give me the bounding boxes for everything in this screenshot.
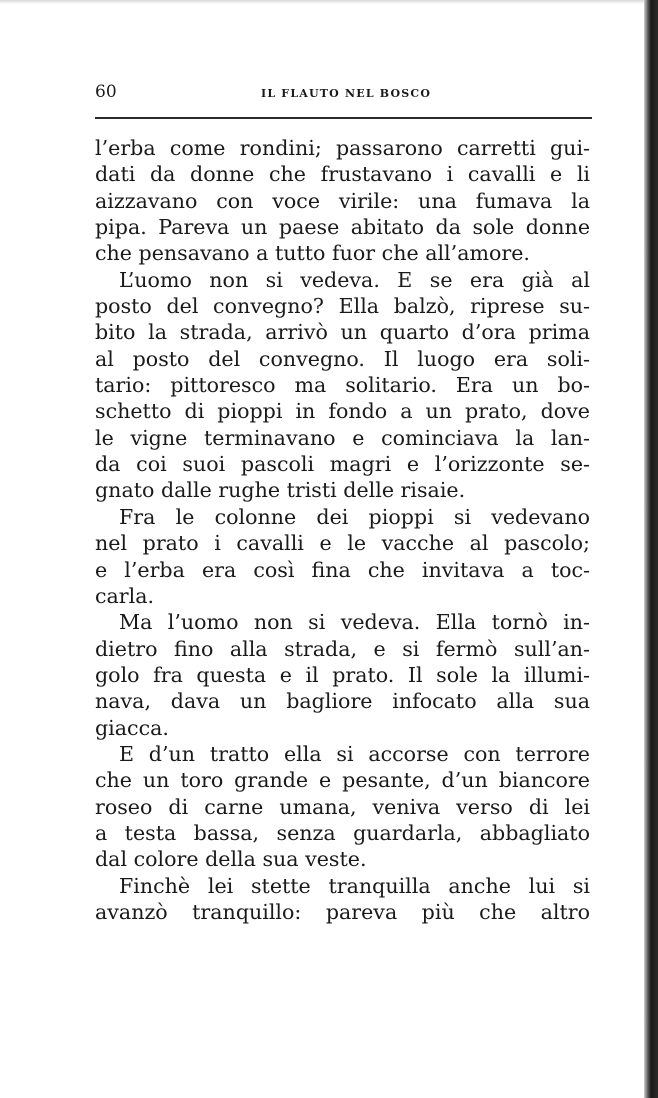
text-line: gnato dalle rughe tristi delle risaie. xyxy=(95,478,466,503)
text-line: roseo di carne umana, veniva verso di lei xyxy=(95,794,590,819)
text-line: bito la strada, arrivò un quarto d’ora prima xyxy=(95,320,590,345)
text-line: aizzavano con voce virile: una fumava la xyxy=(95,188,590,213)
text-line: l’erba come rondini; passarono carretti gui- xyxy=(95,136,590,160)
text-line: dal colore della sua veste. xyxy=(95,847,367,872)
text-line: a testa bassa, senza guardarla, abbagliato xyxy=(95,820,590,845)
text-line: e l’erba era così fina che invitava a toc- xyxy=(95,557,590,582)
paragraph-first-line: Ma l’uomo non si vedeva. Ella tornò in- xyxy=(119,610,590,635)
text-line: carla. xyxy=(95,583,155,608)
paragraph-first-line: L’uomo non si vedeva. E se era già al xyxy=(119,267,590,292)
text-line: pipa. Pareva un paese abitato da sole donne xyxy=(95,215,590,240)
paragraph-first-line: Fra le colonne dei pioppi si vedevano xyxy=(119,504,590,529)
text-line: al posto del convegno. Il luogo era soli- xyxy=(95,346,590,371)
text-line: le vigne terminavano e cominciava la lan- xyxy=(95,425,590,450)
running-title: IL FLAUTO NEL BOSCO xyxy=(261,87,432,100)
text-line: che un toro grande e pesante, d’un biancore xyxy=(95,768,590,793)
text-line: avanzò tranquillo: pareva più che altro xyxy=(95,899,590,924)
text-line: nava, dava un bagliore infocato alla sua xyxy=(95,689,590,714)
text-line: da coi suoi pascoli magri e l’orizzonte se- xyxy=(95,452,590,477)
page-top-shadow xyxy=(0,0,644,4)
text-line: tario: pittoresco ma solitario. Era un bo- xyxy=(95,373,590,398)
paragraph-first-line: E d’un tratto ella si accorse con terrore xyxy=(119,741,590,766)
text-line: golo fra questa e il prato. Il sole la illumi- xyxy=(95,662,590,687)
text-line: che pensavano a tutto fuor che all’amore. xyxy=(95,241,530,266)
running-header xyxy=(95,82,590,106)
page-number: 60 xyxy=(95,82,117,102)
text-line: dietro fino alla strada, e si fermò sull’an- xyxy=(95,636,590,661)
text-line: nel prato i cavalli e le vacche al pascolo; xyxy=(95,531,590,556)
book-spine-edge xyxy=(644,0,658,1098)
body-text xyxy=(95,135,590,925)
text-line: schetto di pioppi in fondo a un prato, dove xyxy=(95,399,590,424)
paragraph-first-line: Finchè lei stette tranquilla anche lui si xyxy=(119,873,590,898)
text-line: posto del convegno? Ella balzò, riprese su- xyxy=(95,294,590,319)
text-line: dati da donne che frustavano i cavalli e li xyxy=(95,162,590,187)
text-line: giacca. xyxy=(95,715,169,740)
header-rule xyxy=(95,117,592,119)
